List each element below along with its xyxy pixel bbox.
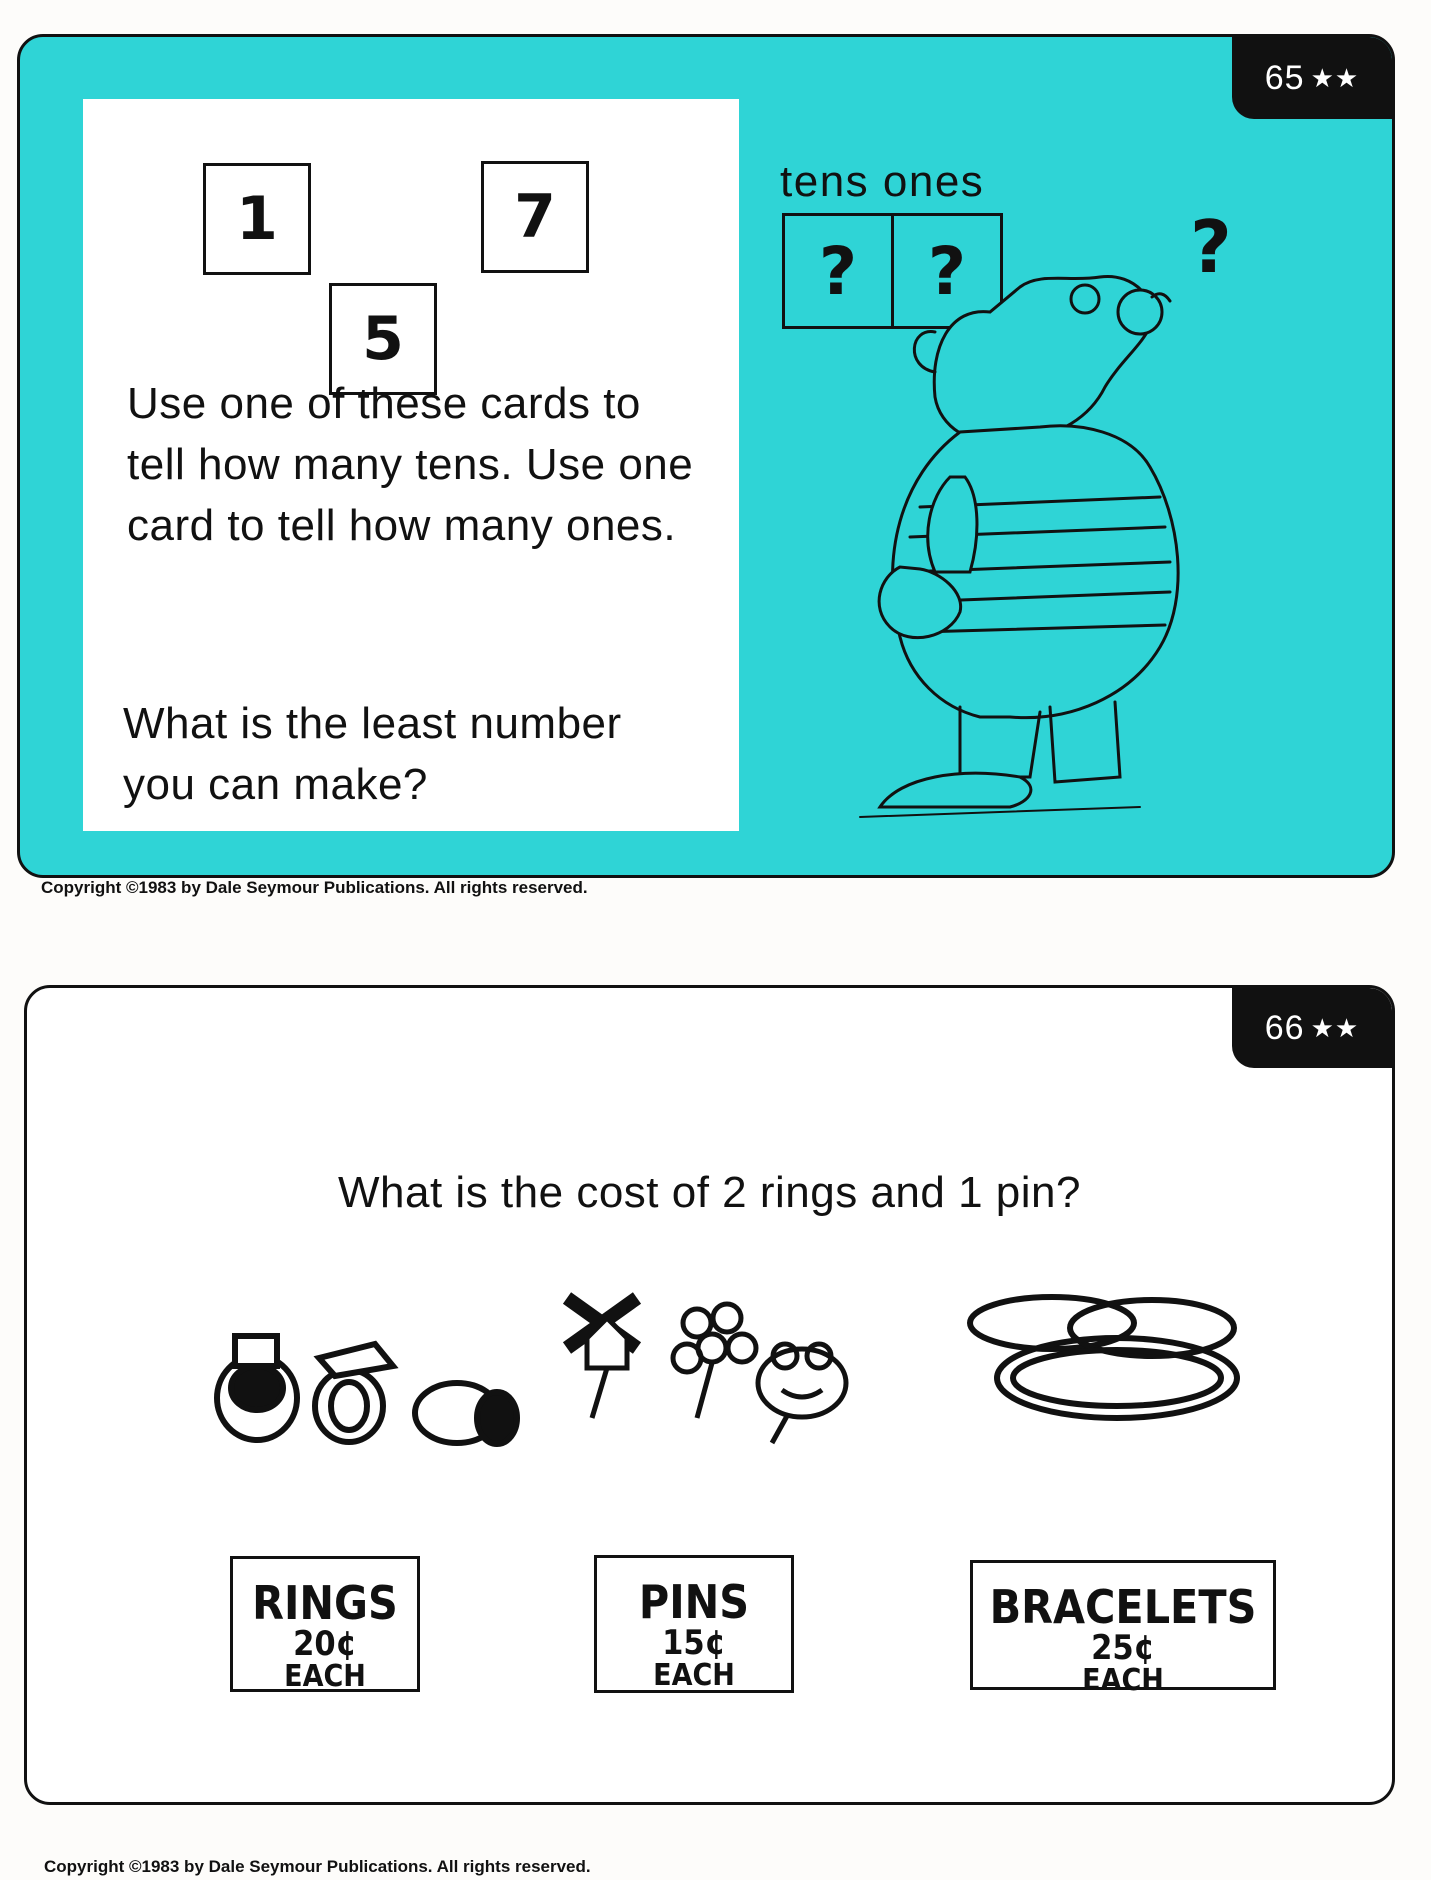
sign-item-name: RINGS bbox=[252, 1576, 398, 1630]
task-card-65 bbox=[17, 34, 1395, 878]
tens-box: ? bbox=[782, 213, 894, 329]
card-number: 66 bbox=[1264, 1008, 1305, 1047]
number-card-7: 7 bbox=[481, 161, 589, 273]
task-card-66 bbox=[24, 985, 1395, 1805]
card-number-badge bbox=[1232, 988, 1392, 1068]
thinking-bear-illustration bbox=[840, 177, 1320, 827]
tens-ones-label: tens ones bbox=[780, 157, 985, 206]
pins-price-sign bbox=[594, 1555, 794, 1693]
difficulty-stars: ★★ bbox=[1310, 62, 1360, 93]
sign-item-name: PINS bbox=[638, 1575, 750, 1629]
number-card-5: 5 bbox=[329, 283, 437, 395]
difficulty-stars: ★★ bbox=[1310, 1012, 1360, 1043]
sign-price: 25¢ bbox=[1091, 1628, 1155, 1668]
bracelets-price-sign bbox=[970, 1560, 1276, 1698]
instructions-text: Use one of these cards to tell how many tens. Use one card to tell how many ones. bbox=[127, 379, 694, 550]
sign-price: 15¢ bbox=[662, 1623, 726, 1663]
instruction-panel bbox=[83, 99, 739, 831]
sign-price: 20¢ bbox=[293, 1624, 357, 1664]
sign-item-name: BRACELETS bbox=[989, 1580, 1257, 1634]
pins-illustration bbox=[547, 1278, 877, 1448]
copyright-notice: Copyright ©1983 by Dale Seymour Publications. All rights reserved. bbox=[44, 1857, 591, 1876]
number-card-1: 1 bbox=[203, 163, 311, 275]
rings-illustration bbox=[207, 1288, 547, 1448]
rings-price-sign bbox=[230, 1556, 420, 1692]
question-text: What is the least number you can make? bbox=[123, 699, 622, 809]
question-text: What is the cost of 2 rings and 1 pin? bbox=[338, 1168, 1081, 1217]
sign-each: EACH bbox=[653, 1658, 735, 1693]
sign-each: EACH bbox=[1082, 1663, 1164, 1698]
ones-box: ? bbox=[891, 213, 1003, 329]
card-number: 65 bbox=[1264, 58, 1305, 97]
copyright-notice: Copyright ©1983 by Dale Seymour Publications. All rights reserved. bbox=[41, 878, 588, 897]
thought-question-mark: ? bbox=[1190, 205, 1232, 289]
bracelets-illustration bbox=[962, 1283, 1252, 1433]
sign-each: EACH bbox=[284, 1659, 366, 1694]
card-number-badge bbox=[1232, 37, 1392, 119]
